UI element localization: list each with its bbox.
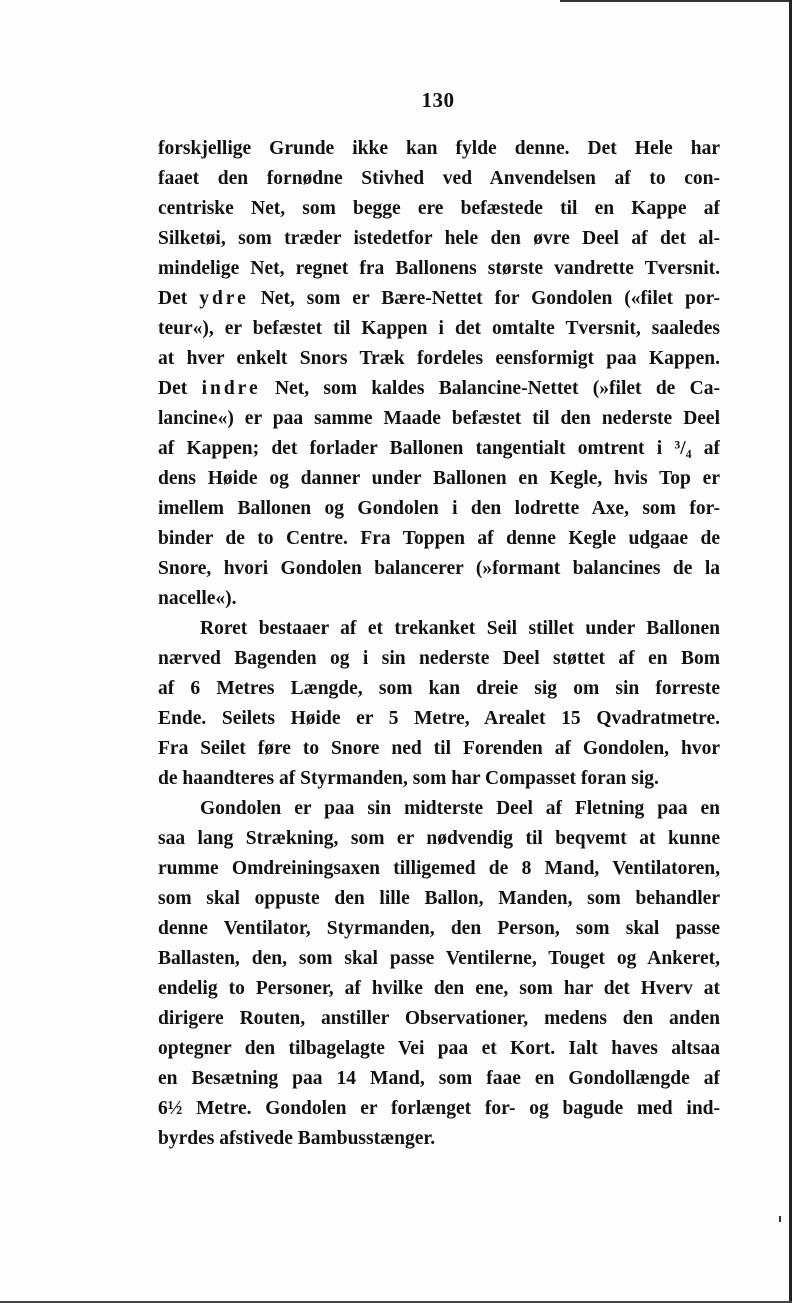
text-line: Roret bestaaer af et trekanket Seil stillet under Ballonen — [200, 618, 720, 639]
text-segment: Det — [158, 288, 200, 309]
text-line: af Kappen; det forlader Ballonen tangentialt omtrent i ³/₄ af — [158, 438, 720, 459]
text-line: Gondolen er paa sin midterste Deel af Fletning paa en — [200, 798, 720, 819]
text-line: nærved Bagenden og i sin nederste Deel støttet af en Bom — [158, 648, 720, 669]
text-line: Ballasten, den, som skal passe Ventilerne, Touget og Ankeret, — [158, 948, 720, 969]
text-line: som skal oppuste den lille Ballon, Manden, som behandler — [158, 888, 720, 909]
text-line: 6½ Metre. Gondolen er forlænget for- og bagude med ind- — [158, 1098, 720, 1119]
text-line: Silketøi, som træder istedetfor hele den øvre Deel af det al- — [158, 228, 720, 249]
text-line: at hver enkelt Snors Træk fordeles eensformigt paa Kappen. — [158, 348, 720, 369]
text-line: faaet den fornødne Stivhed ved Anvendelsen af to con- — [158, 168, 720, 189]
text-line: imellem Ballonen og Gondolen i den lodrette Axe, som for- — [158, 498, 720, 519]
text-line: endelig to Personer, af hvilke den ene, som har det Hverv at — [158, 978, 720, 999]
spaced-emphasis: indre — [201, 378, 261, 399]
text-line: en Besætning paa 14 Mand, som faae en Gondollængde af — [158, 1068, 720, 1089]
text-line: af 6 Metres Længde, som kan dreie sig om sin forreste — [158, 678, 720, 699]
text-line: lancine«) er paa samme Maade befæstet til den nederste Deel — [158, 408, 720, 429]
text-line: Ende. Seilets Høide er 5 Metre, Arealet 15 Qvadratmetre. — [158, 708, 720, 729]
body-text — [158, 134, 720, 1154]
text-line: dirigere Routen, anstiller Observationer, medens den anden — [158, 1008, 720, 1029]
text-line — [158, 374, 720, 404]
text-line: rumme Omdreiningsaxen tilligemed de 8 Mand, Ventilatoren, — [158, 858, 720, 879]
text-line — [158, 284, 720, 314]
text-line: de haandteres af Styrmanden, som har Compasset foran sig. — [158, 768, 659, 789]
text-line: teur«), er befæstet til Kappen i det omtalte Tversnit, saaledes — [158, 318, 720, 339]
text-line: saa lang Strækning, som er nødvendig til beqvemt at kunne — [158, 828, 720, 849]
text-line: optegner den tilbagelagte Vei paa et Kort. Ialt haves altsaa — [158, 1038, 720, 1059]
scan-edge-top — [560, 0, 792, 2]
text-segment: Net, som kaldes Balancine-Nettet (»filet de Ca- — [260, 378, 720, 399]
scan-speck — [779, 1216, 781, 1222]
text-line: mindelige Net, regnet fra Ballonens største vandrette Tversnit. — [158, 258, 720, 279]
text-segment: Net, som er Bære-Nettet for Gondolen («filet por- — [248, 288, 720, 309]
spaced-emphasis: ydre — [199, 288, 249, 309]
text-line: dens Høide og danner under Ballonen en Kegle, hvis Top er — [158, 468, 720, 489]
text-line: byrdes afstivede Bambusstænger. — [158, 1128, 436, 1149]
text-line: Fra Seilet føre to Snore ned til Forenden af Gondolen, hvor — [158, 738, 720, 759]
text-line: nacelle«). — [158, 588, 237, 609]
text-line: binder de to Centre. Fra Toppen af denne Kegle udgaae de — [158, 528, 720, 549]
page-number: 130 — [421, 88, 455, 112]
text-line: forskjellige Grunde ikke kan fylde denne. Det Hele har — [158, 138, 720, 159]
text-line: Snore, hvori Gondolen balancerer (»formant balancines de la — [158, 558, 720, 579]
text-line: centriske Net, som begge ere befæstede til en Kappe af — [158, 198, 720, 219]
text-line: denne Ventilator, Styrmanden, den Person, som skal passe — [158, 918, 720, 939]
text-segment: Det — [158, 378, 202, 399]
